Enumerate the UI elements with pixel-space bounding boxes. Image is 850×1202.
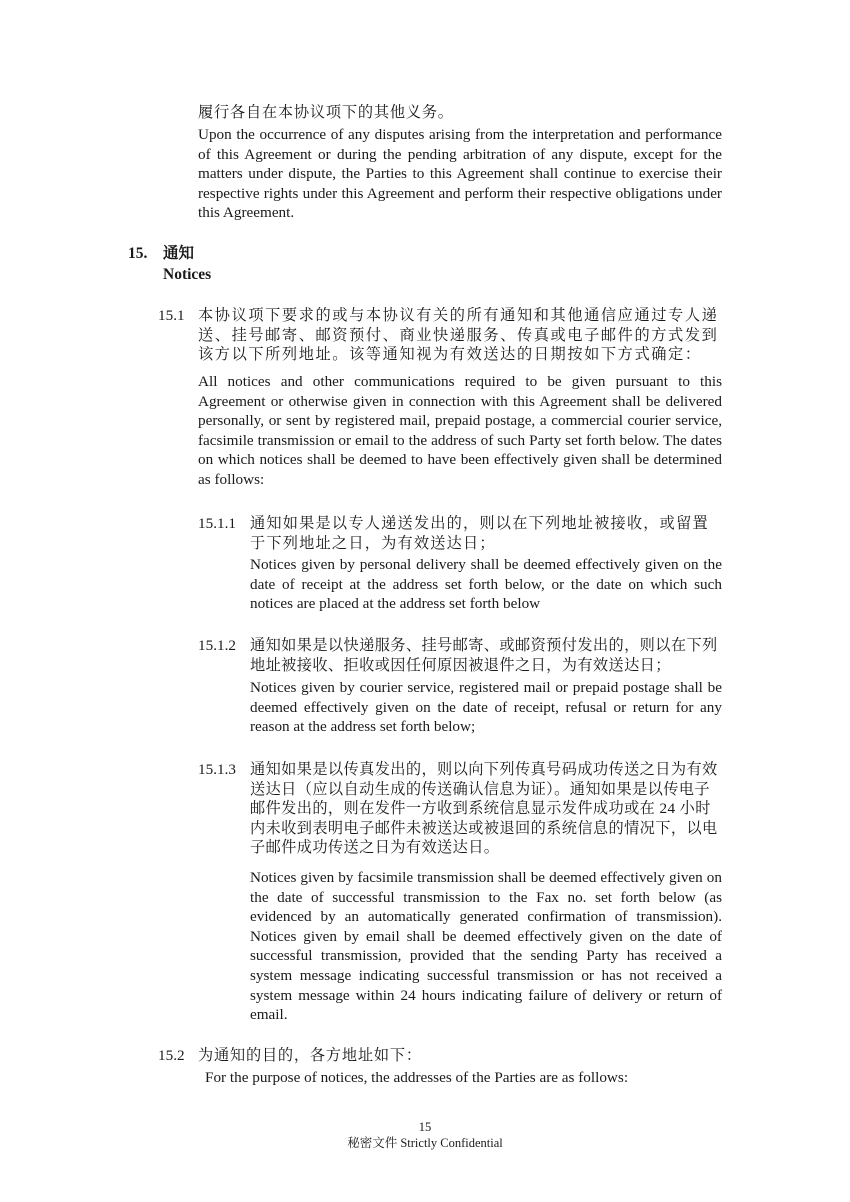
clause-15-1-2-cn: 通知如果是以快递服务、挂号邮寄、或邮资预付发出的，则以在下列地址被接收、拒收或因任何原因被退件之日，为有效送达日； (250, 637, 718, 674)
clause-15-1-en: All notices and other communications required to be given pursuant to this Agreement or otherwise given in connection with this Agreement shall be delivered personally, or sent by registered mail, prepaid postage, a commercial courier service, facsimile transmission or email to the address of such Party set forth below. The dates on which notices shall be deemed to have been effectively given shall be determined as follows: (198, 373, 722, 488)
clause-15-1-2-number: 15.1.2 (198, 637, 236, 654)
section-title-cn: 通知 (163, 245, 195, 262)
clause-15-1-number: 15.1 (158, 307, 185, 324)
clause-15-1-1-en: Notices given by personal delivery shall be deemed effectively given on the date of receipt at the address set forth below, or the date on which such notices are placed at the address set forth below (250, 556, 722, 613)
clause-15-1-3-number: 15.1.3 (198, 761, 236, 778)
intro-en-text: Upon the occurrence of any disputes arising from the interpretation and performance of this Agreement or during the pending arbitration of any dispute, except for the matters under dispute, the Parties to this Agreement shall continue to exercise their respective rights under this Agreement and perform their respective obligations under this Agreement. (198, 126, 722, 222)
clause-15-1-cn: 本协议项下要求的或与本协议有关的所有通知和其他通信应通过专人递送、挂号邮寄、邮资预付、商业快递服务、传真或电子邮件的方式发到该方以下所列地址。该等通知视为有效送达的日期按如下方式确定： (198, 307, 719, 364)
confidential-footer: 秘密文件 Strictly Confidential (347, 1136, 503, 1150)
clause-15-1-1-number: 15.1.1 (198, 515, 236, 532)
clause-15-2-en: For the purpose of notices, the addresses of the Parties are as follows: (205, 1069, 629, 1086)
page-number: 15 (418, 1120, 432, 1134)
clause-15-1-3-cn: 通知如果是以传真发出的，则以向下列传真号码成功传送之日为有效送达日（应以自动生成的传送确认信息为证）。通知如果是以传电子邮件发出的，则在发件一方收到系统信息显示发件成功或在 24 小时内未收到表明电子邮件未被送达或被退回的系统信息的情况下，以电子邮件成功传送之日为有效送达日。 (250, 761, 718, 857)
clause-15-1-2-en: Notices given by courier service, registered mail or prepaid postage shall be deemed effectively given on the date of receipt, refusal or return for any reason at the address set forth below; (250, 679, 722, 736)
clause-15-2-number: 15.2 (158, 1047, 185, 1064)
clause-15-1-3-en: Notices given by facsimile transmission shall be deemed effectively given on the date of successful transmission to the Fax no. set forth below (as evidenced by an automatically generated confirmation of transmission). Notices given by email shall be deemed effectively given on the date of successful transmission, provided that the sending Party has received a system message indicating successful transmission or has not received a system message within 24 hours indicating failure of delivery or return of email. (250, 869, 722, 1024)
section-title-en: Notices (163, 266, 212, 283)
clause-15-1-1-cn: 通知如果是以专人递送发出的，则以在下列地址被接收，或留置于下列地址之日，为有效送达日； (250, 515, 709, 552)
clause-15-2-cn: 为通知的目的，各方地址如下： (198, 1047, 422, 1064)
intro-cn-text: 履行各自在本协议项下的其他义务。 (198, 104, 454, 121)
section-number: 15. (128, 245, 148, 262)
